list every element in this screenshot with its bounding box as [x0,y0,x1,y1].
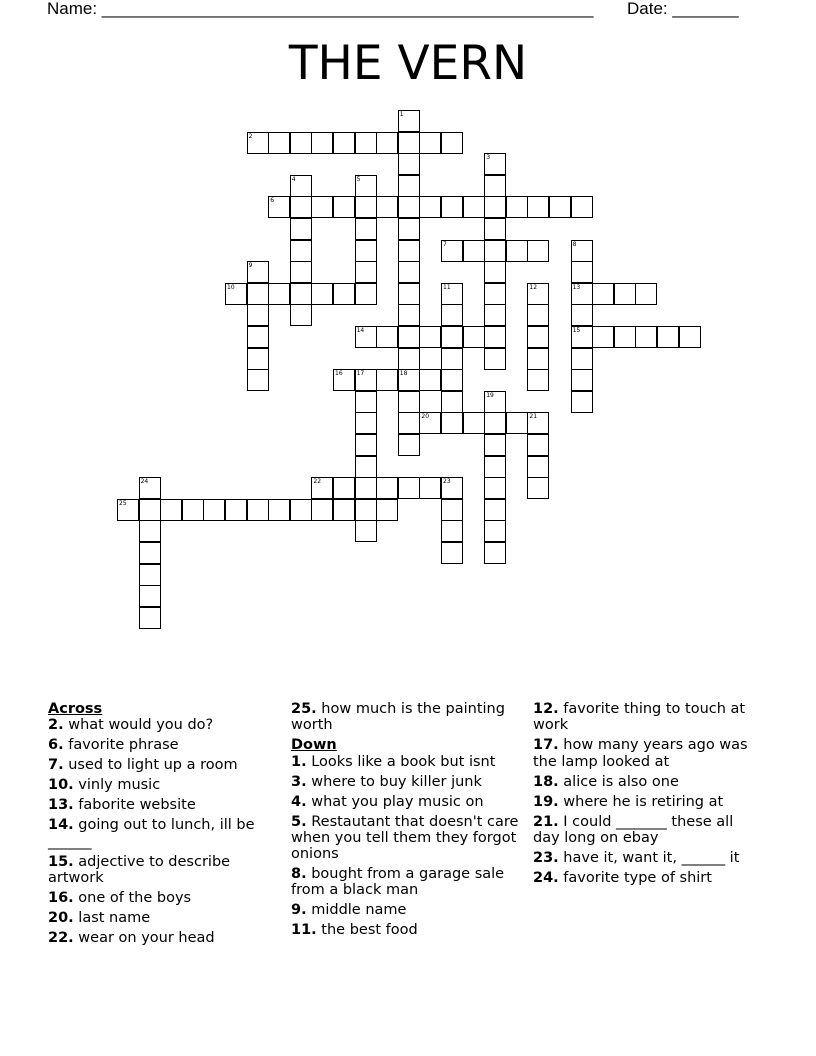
grid-cell[interactable] [398,196,420,218]
clue-across-16: 16. one of the boys [48,889,192,906]
grid-cell[interactable] [117,499,139,521]
clue-number: 1 [399,111,404,118]
grid-cell[interactable] [398,218,420,240]
clue-down-11: 11. the best food [291,922,418,939]
clue-across-15: 15. adjective to describe artwork [48,853,231,886]
grid-cell[interactable] [398,283,420,305]
clue-across-2: 2. what would you do? [48,717,214,734]
clue-number: 9 [248,262,253,270]
grid-cell[interactable] [441,326,463,348]
clue-down-18: 18. alice is also one [533,773,679,790]
grid-cell[interactable] [376,499,398,521]
grid-cell[interactable] [441,391,463,413]
clue-down-17: 17. how many years ago was the lamp looked at [533,737,748,770]
grid-cell[interactable] [463,240,485,262]
grid-cell[interactable] [441,369,463,391]
grid-cell[interactable] [441,477,463,499]
grid-cell[interactable] [355,175,377,197]
clue-number: 21 [529,413,538,421]
grid-cell[interactable] [657,326,679,348]
clue-down-5: 5. Restautant that doesn't care when you tell them they forgot onions [291,813,519,863]
grid-cell[interactable] [527,304,549,326]
grid-cell[interactable] [376,477,398,499]
grid-cell[interactable] [355,326,377,348]
grid-cell[interactable] [592,283,614,305]
grid-cell[interactable] [571,261,593,283]
grid-cell[interactable] [527,283,549,305]
clue-down-24: 24. favorite type of shirt [533,869,712,886]
clue-number: 3 [486,154,491,162]
grid-cell[interactable] [311,132,333,154]
grid-cell[interactable] [441,412,463,434]
grid-cell[interactable] [398,412,420,434]
clue-number: 8 [572,240,577,248]
grid-cell[interactable] [247,132,269,154]
grid-cell[interactable] [419,412,441,434]
grid-cell[interactable] [398,391,420,413]
grid-cell[interactable] [441,283,463,305]
grid-cell[interactable] [376,326,398,348]
grid-cell[interactable] [484,412,506,434]
grid-cell[interactable] [484,218,506,240]
grid-cell[interactable] [592,326,614,348]
grid-cell[interactable] [484,477,506,499]
grid-cell[interactable] [463,326,485,348]
clue-number: 5 [356,175,361,183]
grid-cell[interactable] [290,499,312,521]
grid-cell[interactable] [484,434,506,456]
clue-column-3 [533,701,761,890]
grid-cell[interactable] [484,304,506,326]
grid-cell[interactable] [311,499,333,521]
clue-down-12: 12. favorite thing to touch at work [533,701,746,734]
grid-cell[interactable] [484,240,506,262]
grid-cell[interactable] [355,196,377,218]
clue-number: 11 [443,283,451,291]
grid-cell[interactable] [398,240,420,262]
grid-cell[interactable] [398,326,420,348]
grid-cell[interactable] [441,348,463,370]
grid-cell[interactable] [571,369,593,391]
grid-cell[interactable] [484,456,506,478]
grid-cell[interactable] [139,564,161,586]
grid-cell[interactable] [441,196,463,218]
grid-cell[interactable] [247,261,269,283]
grid-cell[interactable] [182,499,204,521]
grid-cell[interactable] [571,196,593,218]
grid-cell[interactable] [355,499,377,521]
grid-cell[interactable] [290,283,312,305]
grid-cell[interactable] [268,499,290,521]
grid-cell[interactable] [506,240,528,262]
grid-cell[interactable] [419,132,441,154]
down-heading: Down [291,737,337,754]
grid-cell[interactable] [398,153,420,175]
grid-cell[interactable] [139,520,161,542]
grid-cell[interactable] [355,391,377,413]
grid-cell[interactable] [333,132,355,154]
grid-cell[interactable] [203,499,225,521]
grid-cell[interactable] [333,369,355,391]
grid-cell[interactable] [290,261,312,283]
grid-cell[interactable] [398,261,420,283]
clue-number: 20 [421,413,430,421]
grid-cell[interactable] [355,369,377,391]
grid-cell[interactable] [506,196,528,218]
clue-number: 16 [335,370,343,378]
grid-cell[interactable] [311,283,333,305]
grid-cell[interactable] [290,132,312,154]
grid-cell[interactable] [247,326,269,348]
clue-number: 10 [227,283,235,291]
grid-cell[interactable] [139,585,161,607]
grid-cell[interactable] [398,132,420,154]
grid-cell[interactable] [290,196,312,218]
clue-number: 15 [572,327,581,334]
clue-across-20: 20. last name [48,909,151,926]
grid-cell[interactable] [333,499,355,521]
grid-cell[interactable] [247,499,269,521]
grid-cell[interactable] [484,542,506,564]
clue-number: 23 [443,478,451,486]
grid-cell[interactable] [398,369,420,391]
grid-cell[interactable] [355,132,377,154]
grid-cell[interactable] [333,283,355,305]
grid-cell[interactable] [484,326,506,348]
grid-cell[interactable] [355,412,377,434]
grid-cell[interactable] [355,261,377,283]
clue-number: 25 [119,499,127,507]
grid-cell[interactable] [247,283,269,305]
grid-cell[interactable] [290,218,312,240]
grid-cell[interactable] [268,132,290,154]
grid-cell[interactable] [247,348,269,370]
grid-cell[interactable] [160,499,182,521]
grid-cell[interactable] [290,240,312,262]
clue-number: 4 [291,175,296,183]
grid-cell[interactable] [355,477,377,499]
grid-cell[interactable] [484,499,506,521]
clue-across-13: 13. faborite website [48,797,196,814]
grid-cell[interactable] [484,520,506,542]
grid-cell[interactable] [527,412,549,434]
grid-cell[interactable] [398,175,420,197]
clue-down-9: 9. middle name [291,902,407,919]
grid-cell[interactable] [139,607,161,629]
grid-cell[interactable] [527,326,549,348]
grid-cell[interactable] [571,240,593,262]
clue-number: 19 [486,391,494,399]
grid-cell[interactable] [506,412,528,434]
grid-cell[interactable] [635,326,657,348]
grid-cell[interactable] [571,348,593,370]
grid-cell[interactable] [311,477,333,499]
grid-cell[interactable] [290,304,312,326]
grid-cell[interactable] [527,456,549,478]
puzzle-title: THE VERN [288,36,528,91]
grid-cell[interactable] [441,304,463,326]
clue-number: 24 [140,478,149,486]
clue-down-4: 4. what you play music on [291,793,484,810]
grid-cell[interactable] [398,304,420,326]
grid-cell[interactable] [635,283,657,305]
grid-cell[interactable] [398,477,420,499]
grid-cell[interactable] [484,391,506,413]
grid-cell[interactable] [527,196,549,218]
clue-down-23: 23. have it, want it, ______ it [533,849,740,866]
clue-number: 7 [443,240,447,248]
grid-cell[interactable] [333,196,355,218]
clue-number: 22 [313,478,322,486]
grid-cell[interactable] [268,283,290,305]
grid-cell[interactable] [419,477,441,499]
grid-cell[interactable] [571,326,593,348]
clue-down-21: 21. I could _______ these all day long on ebay [533,813,734,846]
grid-cell[interactable] [419,196,441,218]
grid-cell[interactable] [355,520,377,542]
grid-cell[interactable] [679,326,701,348]
date-field[interactable]: Date: _______ [627,0,739,18]
grid-cell[interactable] [139,499,161,521]
grid-cell[interactable] [247,304,269,326]
grid-cell[interactable] [571,304,593,326]
grid-cell[interactable] [549,196,571,218]
clue-number: 14 [356,327,365,334]
grid-cell[interactable] [527,348,549,370]
clue-down-3: 3. where to buy killer junk [291,773,482,790]
clue-across-22: 22. wear on your head [48,929,215,946]
grid-cell[interactable] [376,196,398,218]
grid-cell[interactable] [398,110,420,132]
grid-cell[interactable] [484,175,506,197]
clue-across-7: 7. used to light up a room [48,757,238,774]
grid-cell[interactable] [139,477,161,499]
grid-cell[interactable] [463,412,485,434]
grid-cell[interactable] [527,434,549,456]
grid-cell[interactable] [355,434,377,456]
grid-cell[interactable] [484,348,506,370]
grid-cell[interactable] [441,520,463,542]
clue-across-6: 6. favorite phrase [48,737,179,754]
clue-across-14: 14. going out to lunch, ill be ______ [48,817,255,850]
grid-cell[interactable] [441,542,463,564]
clue-number: 6 [270,197,275,205]
grid-cell[interactable] [419,326,441,348]
clue-column-1 [48,701,274,950]
grid-cell[interactable] [484,153,506,175]
grid-cell[interactable] [247,369,269,391]
grid-cell[interactable] [484,261,506,283]
grid-cell[interactable] [441,132,463,154]
grid-cell[interactable] [571,391,593,413]
clue-column-2 [291,701,519,942]
grid-cell[interactable] [311,196,333,218]
clue-down-1: 1. Looks like a book but isnt [291,753,496,770]
name-field[interactable]: Name: ____________________________________________________ [47,0,594,18]
clue-number: 18 [399,370,408,378]
grid-cell[interactable] [419,369,441,391]
grid-cell[interactable] [614,283,636,305]
grid-cell[interactable] [225,283,247,305]
grid-cell[interactable] [355,456,377,478]
across-heading: Across [48,701,103,717]
grid-cell[interactable] [333,477,355,499]
grid-cell[interactable] [571,283,593,305]
clue-across-25: 25. how much is the painting worth [291,701,505,734]
clue-down-8: 8. bought from a garage sale from a black man [291,866,505,899]
clue-number: 13 [572,283,581,291]
clue-number: 2 [248,132,253,140]
grid-cell[interactable] [527,240,549,262]
grid-cell[interactable] [441,499,463,521]
clue-across-10: 10. vinly music [48,777,161,794]
grid-cell[interactable] [290,175,312,197]
grid-cell[interactable] [463,196,485,218]
grid-cell[interactable] [139,542,161,564]
clue-down-19: 19. where he is retiring at [533,793,724,810]
grid-cell[interactable] [376,369,398,391]
grid-cell[interactable] [484,196,506,218]
grid-cell[interactable] [398,434,420,456]
grid-cell[interactable] [376,132,398,154]
grid-cell[interactable] [441,240,463,262]
clue-number: 12 [529,283,538,291]
grid-cell[interactable] [355,218,377,240]
grid-cell[interactable] [527,477,549,499]
clue-number: 17 [356,370,365,378]
grid-cell[interactable] [527,369,549,391]
grid-cell[interactable] [355,240,377,262]
grid-cell[interactable] [355,283,377,305]
grid-cell[interactable] [268,196,290,218]
header [47,0,747,20]
grid-cell[interactable] [398,348,420,370]
grid-cell[interactable] [484,283,506,305]
grid-cell[interactable] [225,499,247,521]
grid-cell[interactable] [614,326,636,348]
